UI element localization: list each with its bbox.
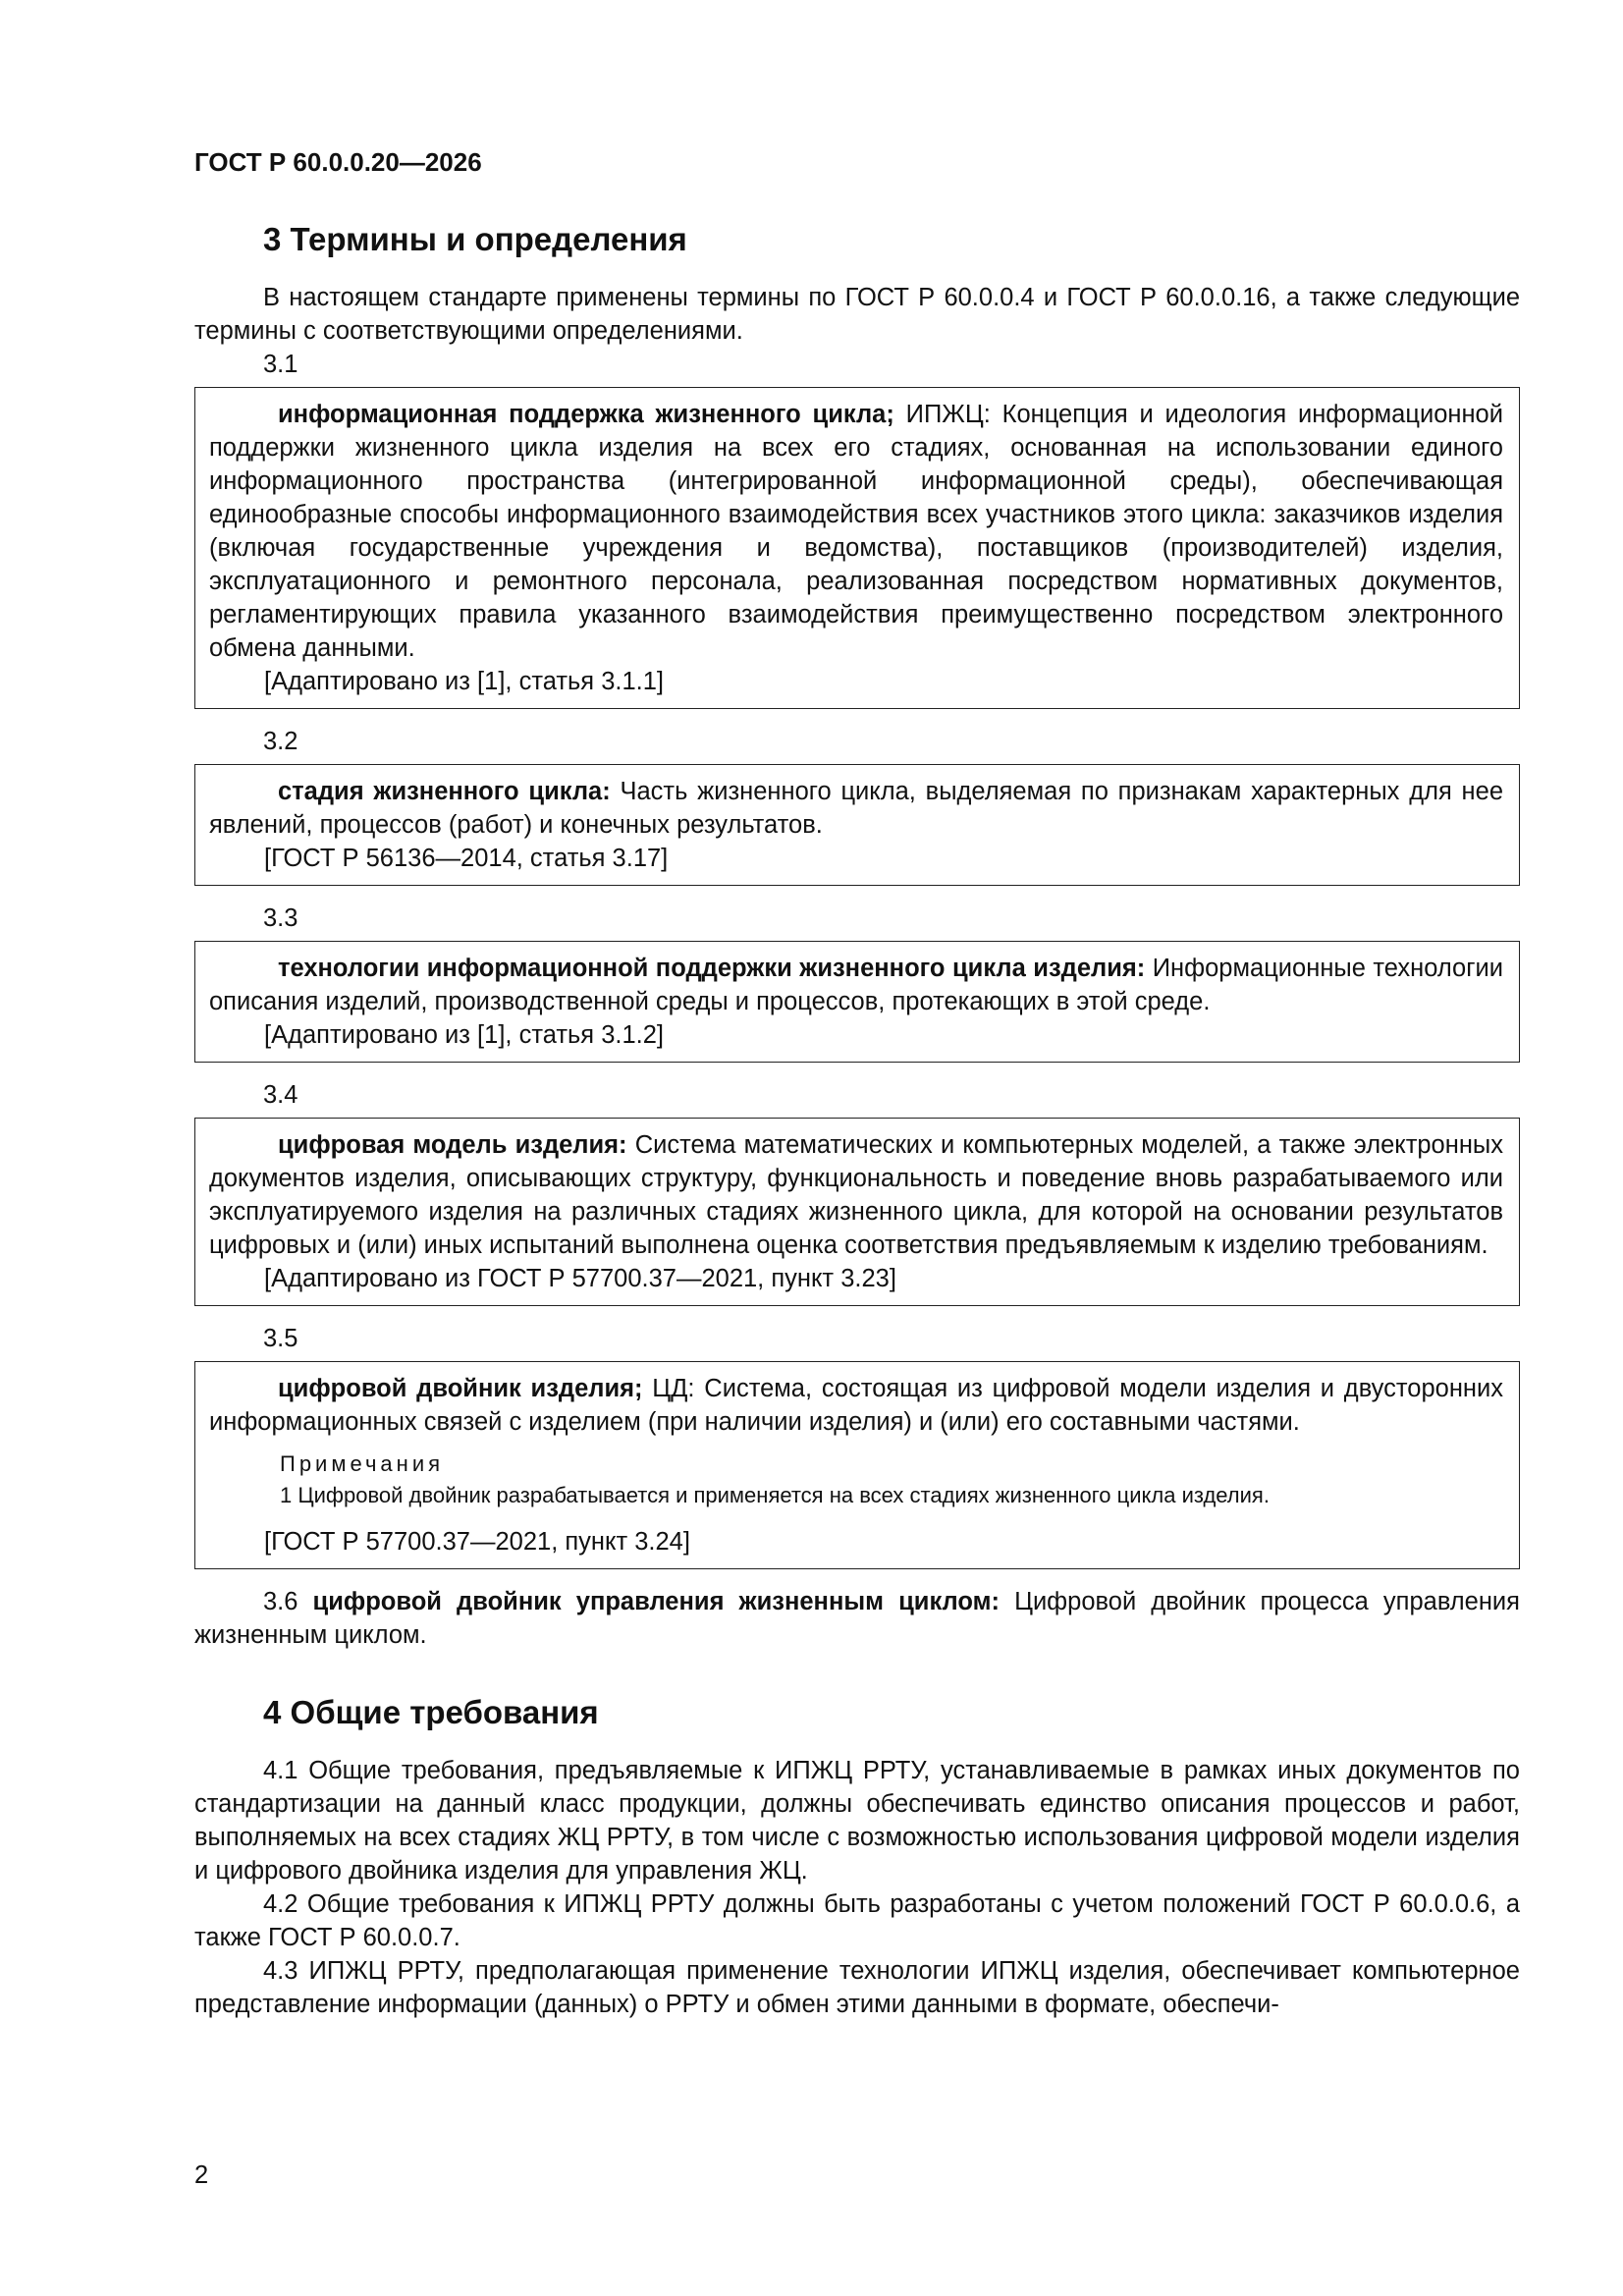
term-source: [Адаптировано из [1], статья 3.1.1] — [264, 668, 665, 695]
term-name: цифровой двойник управления жизненным циклом: — [312, 1588, 1000, 1615]
term-box — [194, 941, 1520, 1063]
term-source: [Адаптировано из ГОСТ Р 57700.37—2021, пункт 3.23] — [264, 1265, 896, 1292]
term-text: Цифровой двойник процесса управления жизненным циклом. — [194, 1588, 1520, 1649]
term-source: [ГОСТ Р 56136—2014, статья 3.17] — [264, 845, 669, 872]
term-number: 3.3 — [263, 904, 298, 932]
term-box — [194, 387, 1520, 709]
note-title: Примечания — [280, 1451, 445, 1476]
term-source: [ГОСТ Р 57700.37—2021, пункт 3.24] — [264, 1528, 690, 1556]
section-4-title: 4 Общие требования — [263, 1694, 599, 1730]
term-text: ИПЖЦ: Концепция и идеология информационной поддержки жизненного цикла изделия на всех его стадиях, основанная на использовании единого информационного пространства (интегрированной информационной среды), обеспечивающая единообразные способы информационного взаимодействия всех участников этого цикла: заказчиков изделия (включая государственные учреждения и ведомства), поставщиков (производителей) изделия, эксплуатационного и ремонтного персонала, реализованная посредством нормативных документов, регламентирующих правила указанного взаимодействия преимущественно посредством электронного обмена данными. — [209, 401, 1503, 662]
term-text: ЦД: Система, состоящая из цифровой модели изделия и двусторонних информационных связей с изделием (при наличии изделия) и (или) его составными частями. — [209, 1375, 1503, 1436]
page-content — [194, 145, 1520, 2021]
paragraph-4-3: 4.3 ИПЖЦ РРТУ, предполагающая применение технологии ИПЖЦ изделия, обеспечивает компьютерное представление информации (данных) о РРТУ и обмен этими данными в формате, обеспечи- — [194, 1957, 1520, 2018]
term-box — [194, 764, 1520, 886]
term-definition — [209, 775, 1503, 842]
term-text: Информационные технологии описания изделий, производственной среды и процессов, протекающих в этой среде. — [209, 955, 1503, 1015]
term-number: 3.6 — [263, 1588, 298, 1615]
term-definition — [209, 952, 1503, 1018]
document-id: ГОСТ Р 60.0.0.20—2026 — [194, 147, 482, 177]
term-text: Часть жизненного цикла, выделяемая по признакам характерных для нее явлений, процессов (работ) и конечных результатов. — [209, 778, 1503, 839]
term-definition — [209, 1128, 1503, 1262]
term-name: стадия жизненного цикла: — [278, 778, 611, 805]
term-definition — [209, 398, 1503, 665]
term-number: 3.5 — [263, 1325, 298, 1352]
term-number: 3.1 — [263, 351, 298, 378]
term-box — [194, 1361, 1520, 1569]
term-text: Система математических и компьютерных моделей, а также электронных документов изделия, описывающих структуру, функциональность и поведение вновь разрабатываемого или эксплуатируемого изделия на различных стадиях жизненного цикла, для которой на основании результатов цифровых и (или) иных испытаний выполнена оценка соответствия предъявляемым к изделию требованиям. — [209, 1131, 1503, 1259]
term-name: цифровой двойник изделия; — [278, 1375, 643, 1402]
section-3-title: 3 Термины и определения — [263, 221, 687, 257]
page-number: 2 — [194, 2161, 209, 2189]
term-definition — [209, 1372, 1503, 1439]
term-name: технологии информационной поддержки жизненного цикла изделия: — [278, 955, 1146, 982]
term-source: [Адаптировано из [1], статья 3.1.2] — [264, 1021, 665, 1049]
paragraph-4-1: 4.1 Общие требования, предъявляемые к ИПЖЦ РРТУ, устанавливаемые в рамках иных документов по стандартизации на данный класс продукции, должны обеспечивать единство описания процессов и работ, выполняемых на всех стадиях ЖЦ РРТУ, в том числе с возможностью использования цифровой модели изделия и цифрового двойника изделия для управления ЖЦ. — [194, 1757, 1520, 1885]
section-4 — [194, 1691, 1520, 2021]
term-number: 3.2 — [263, 728, 298, 755]
section-3-intro: В настоящем стандарте применены термины по ГОСТ Р 60.0.0.4 и ГОСТ Р 60.0.0.16, а также следующие термины с соответствующими определениями. — [194, 284, 1520, 345]
term-3-6 — [194, 1585, 1520, 1652]
term-box — [194, 1118, 1520, 1306]
term-number: 3.4 — [263, 1081, 298, 1109]
paragraph-4-2: 4.2 Общие требования к ИПЖЦ РРТУ должны быть разработаны с учетом положений ГОСТ Р 60.0.0.6, а также ГОСТ Р 60.0.0.7. — [194, 1890, 1520, 1951]
note-text: 1 Цифровой двойник разрабатывается и применяется на всех стадиях жизненного цикла изделия. — [280, 1483, 1270, 1507]
term-name: информационная поддержка жизненного цикла; — [278, 401, 894, 428]
term-name: цифровая модель изделия: — [278, 1131, 627, 1159]
